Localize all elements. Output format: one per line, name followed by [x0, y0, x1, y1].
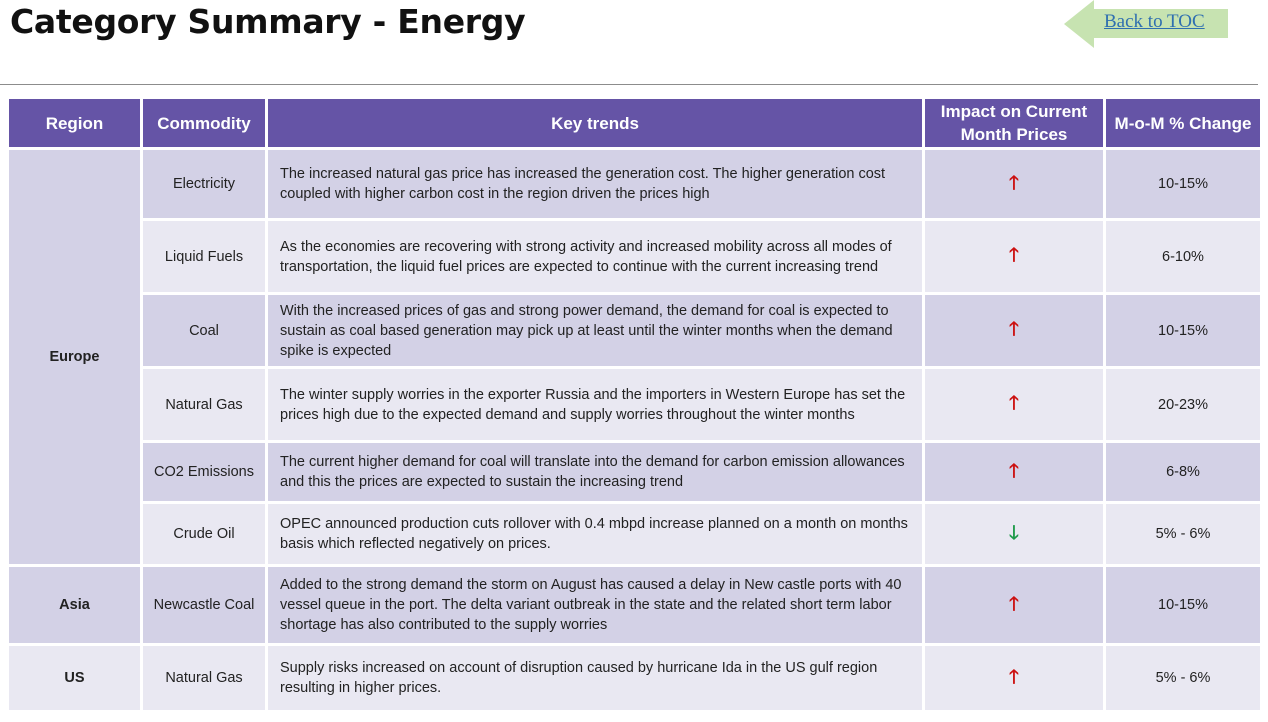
- header-key-trends: Key trends: [268, 99, 922, 147]
- table-row: [9, 504, 1260, 564]
- impact-cell: [925, 221, 1103, 292]
- impact-cell: [925, 646, 1103, 710]
- region-cell-europe: Europe: [9, 150, 140, 564]
- impact-cell: [925, 443, 1103, 501]
- up-arrow-icon: 🡑: [1009, 393, 1019, 414]
- header-commodity: Commodity: [143, 99, 265, 147]
- back-to-toc-button[interactable]: [1064, 0, 1228, 52]
- up-arrow-icon: 🡑: [1009, 172, 1019, 194]
- change-cell: 5% - 6%: [1106, 646, 1260, 710]
- up-arrow-icon: 🡑: [1009, 593, 1019, 615]
- up-arrow-icon: 🡑: [1009, 245, 1019, 266]
- impact-cell: [925, 567, 1103, 643]
- trend-cell: Supply risks increased on account of disruption caused by hurricane Ida in the US gulf region resulting in higher prices.: [268, 646, 922, 710]
- commodity-cell: Crude Oil: [143, 504, 265, 564]
- table-row: [9, 295, 1260, 366]
- up-arrow-icon: 🡑: [1009, 319, 1019, 340]
- impact-cell: [925, 369, 1103, 440]
- commodity-cell: Newcastle Coal: [143, 567, 265, 643]
- page-title: Category Summary - Energy: [10, 2, 526, 41]
- table-row: [9, 150, 1260, 218]
- commodity-cell: Electricity: [143, 150, 265, 218]
- table-header-row: [9, 99, 1260, 147]
- trend-cell: Added to the strong demand the storm on August has caused a delay in New castle ports with 40 vessel queue in the port. The delta variant outbreak in the state and the related short term labor shortage has also contributed to the supply worries: [268, 567, 922, 643]
- commodity-cell: Natural Gas: [143, 369, 265, 440]
- trend-cell: The winter supply worries in the exporter Russia and the importers in Western Europe has set the prices high due to the expected demand and supply worries throughout the winter months: [268, 369, 922, 440]
- table-row: [9, 369, 1260, 440]
- table-row: [9, 443, 1260, 501]
- header-region: Region: [9, 99, 140, 147]
- up-arrow-icon: 🡑: [1009, 666, 1019, 688]
- commodity-cell: Liquid Fuels: [143, 221, 265, 292]
- trend-cell: With the increased prices of gas and strong power demand, the demand for coal is expected to sustain as coal based generation may pick up at least until the winter months when the demand spike is expected: [268, 295, 922, 366]
- change-cell: 6-10%: [1106, 221, 1260, 292]
- table-row: [9, 646, 1260, 710]
- header-impact: Impact on Current Month Prices: [925, 99, 1103, 147]
- impact-cell: [925, 295, 1103, 366]
- change-cell: 5% - 6%: [1106, 504, 1260, 564]
- impact-cell: [925, 504, 1103, 564]
- back-to-toc-link[interactable]: Back to TOC: [1104, 11, 1205, 32]
- trend-cell: As the economies are recovering with strong activity and increased mobility across all modes of transportation, the liquid fuel prices are expected to continue with the current increasing trend: [268, 221, 922, 292]
- down-arrow-icon: 🡓: [1009, 522, 1019, 544]
- trend-cell: The increased natural gas price has increased the generation cost. The higher generation cost coupled with higher carbon cost in the region driven the prices high: [268, 150, 922, 218]
- table-row: [9, 221, 1260, 292]
- change-cell: 10-15%: [1106, 295, 1260, 366]
- energy-summary-table: [6, 96, 1263, 713]
- change-cell: 6-8%: [1106, 443, 1260, 501]
- impact-cell: [925, 150, 1103, 218]
- header-change: M-o-M % Change: [1106, 99, 1260, 147]
- title-divider: [0, 84, 1258, 85]
- commodity-cell: CO2 Emissions: [143, 443, 265, 501]
- commodity-cell: Coal: [143, 295, 265, 366]
- commodity-cell: Natural Gas: [143, 646, 265, 710]
- trend-cell: The current higher demand for coal will translate into the demand for carbon emission allowances and this the prices are expected to sustain the increasing trend: [268, 443, 922, 501]
- region-cell-asia: Asia: [9, 567, 140, 643]
- change-cell: 10-15%: [1106, 567, 1260, 643]
- region-cell-us: US: [9, 646, 140, 710]
- change-cell: 10-15%: [1106, 150, 1260, 218]
- change-cell: 20-23%: [1106, 369, 1260, 440]
- trend-cell: OPEC announced production cuts rollover with 0.4 mbpd increase planned on a month on months basis which reflected negatively on prices.: [268, 504, 922, 564]
- up-arrow-icon: 🡑: [1009, 460, 1019, 482]
- table-row: [9, 567, 1260, 643]
